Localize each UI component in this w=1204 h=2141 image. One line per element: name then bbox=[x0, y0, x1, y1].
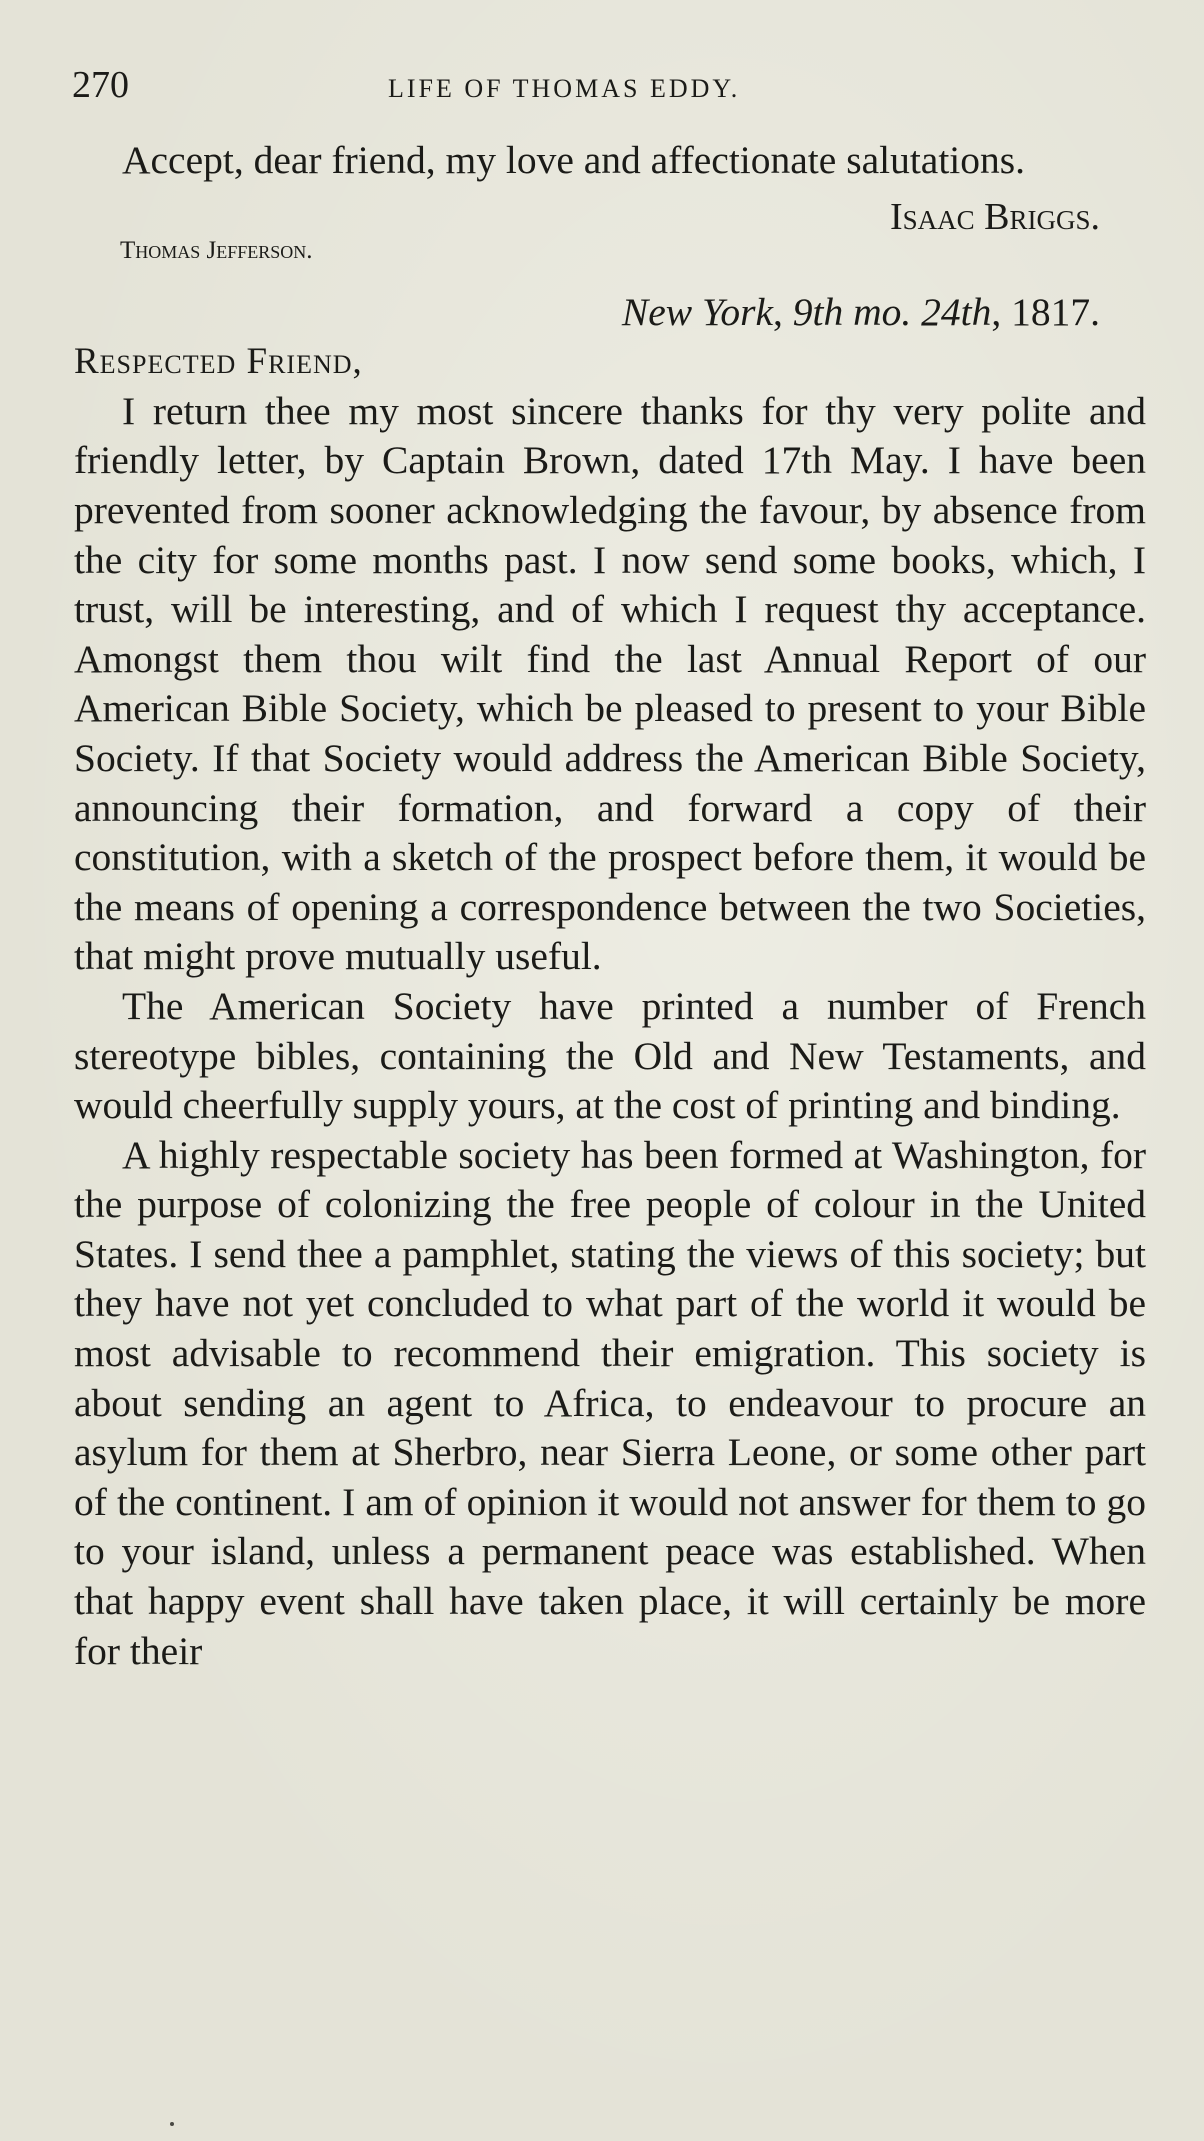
page-number: 270 bbox=[72, 64, 129, 106]
running-title: LIFE OF THOMAS EDDY. bbox=[388, 74, 741, 103]
print-speck bbox=[170, 2122, 174, 2126]
paragraph: I return thee my most sincere thanks for thy very polite and friendly letter, by Captain Brown, dated 17th May. I have been prevented from sooner acknowledging the favour, by absence from the city for some months past. I now send some books, which, I trust, will be interesting, and of which I request thy acceptance. Amongst them thou wilt find the last Annual Report of our American Bible Society, which be pleased to present to your Bible Society. If that Society would address the American Bible Society, announcing their formation, and forward a copy of their constitution, with a sketch of the prospect before them, it would be the means of opening a correspondence between the two Societies, that might prove mutually useful. bbox=[74, 388, 1146, 979]
running-head bbox=[72, 60, 1132, 110]
paragraph: The American Society have printed a number of French stereotype bibles, containing the Old and New Testaments, and would cheerfully supply yours, at the cost of printing and binding. bbox=[74, 983, 1146, 1128]
paragraph: A highly respectable society has been formed at Washington, for the purpose of colonizing the free people of colour in the United States. I send thee a pamphlet, stating the views of this society; but they have not yet concluded to what part of the world it would be most advisable to recommend their emigration. This society is about sending an agent to Africa, to endeavour to procure an asylum for them at Sherbro, near Sierra Leone, or some other part of the continent. I am of opinion it would not answer for them to go to your island, unless a permanent peace was established. When that happy event shall have taken place, it will certainly be more for their bbox=[74, 1132, 1146, 1673]
dateline-date: 9th mo. 24th bbox=[792, 289, 992, 334]
closing-line: Accept, dear friend, my love and affectionate salutations. bbox=[122, 138, 1026, 182]
salutation: Respected Friend, bbox=[74, 341, 363, 383]
dateline: New York, 9th mo. 24th, 1817. bbox=[621, 289, 1100, 334]
body-text bbox=[74, 136, 1146, 1676]
dateline-year: 1817. bbox=[1011, 289, 1100, 334]
dateline-place: New York bbox=[621, 289, 774, 334]
signature: Isaac Briggs. bbox=[889, 195, 1100, 238]
addressee: Thomas Jefferson. bbox=[120, 236, 313, 264]
